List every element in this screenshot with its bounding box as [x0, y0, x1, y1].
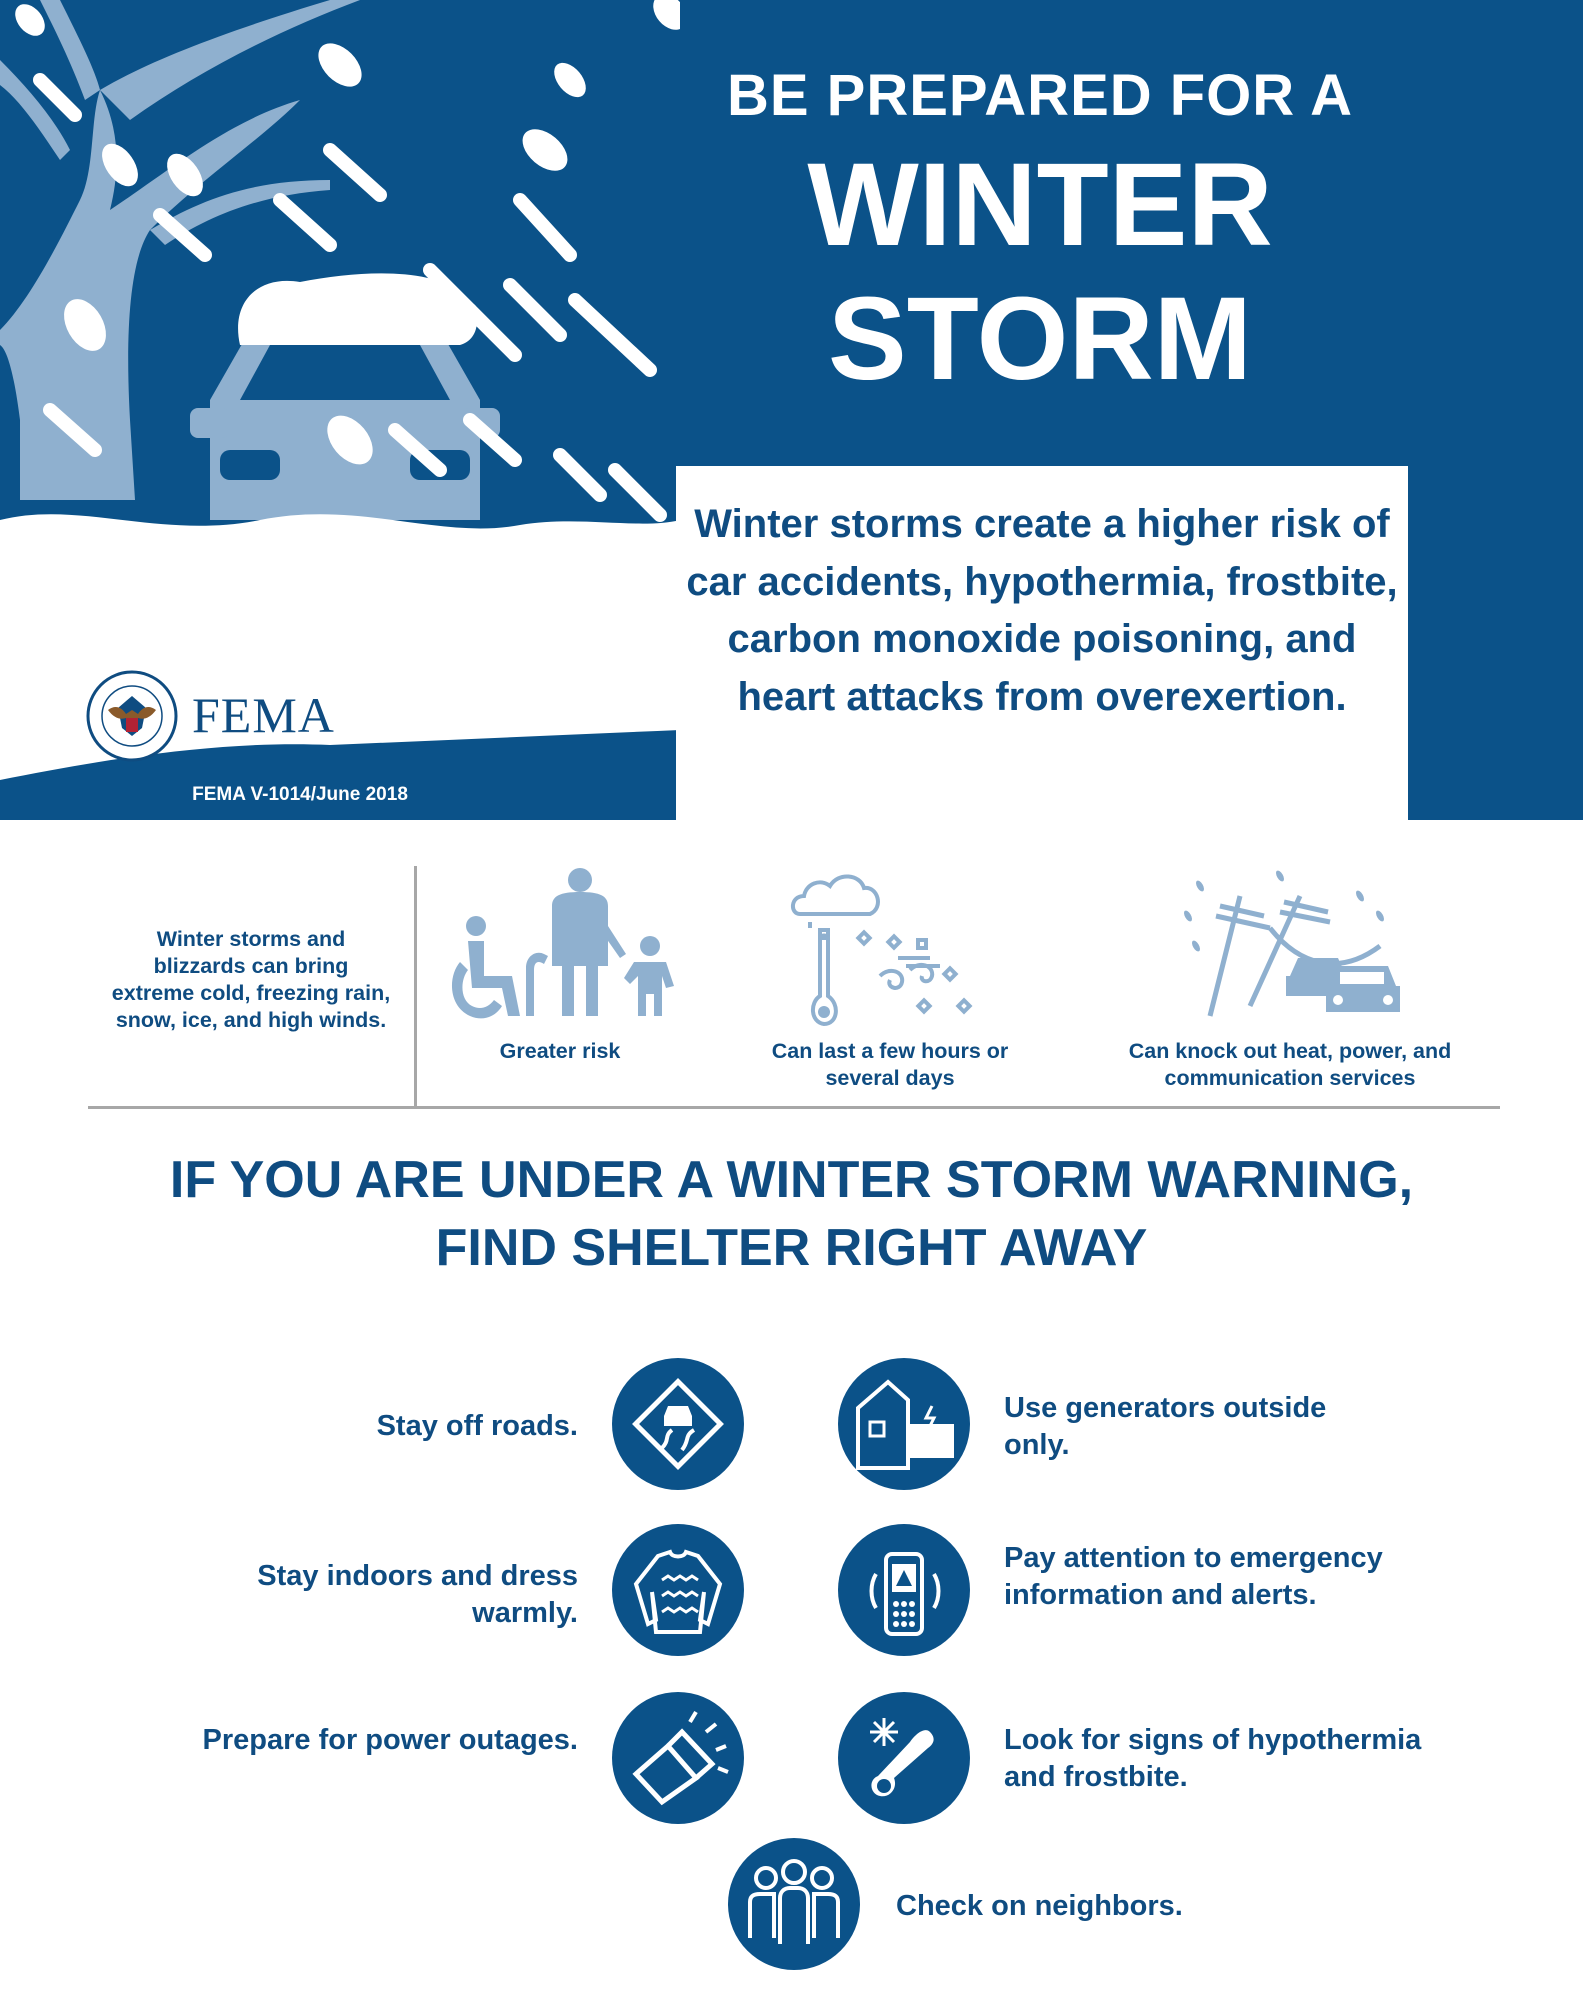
fema-wordmark: FEMA [192, 687, 335, 743]
risk-statement: Winter storms create a higher risk of car accidents, hypothermia, frostbite, carbon monoxide poisoning, and heart attacks from overexertion. [686, 502, 1398, 719]
tip-circle-alerts [838, 1524, 970, 1656]
tip-pay-attention: Pay attention to emergency information and alerts. [1004, 1542, 1383, 1611]
title-line-1: BE PREPARED FOR A [726, 63, 1354, 128]
fact-greater-risk: Greater risk [499, 1039, 621, 1063]
people-at-risk-icon [440, 866, 680, 1026]
facts-intro: Winter storms and blizzards can bring extreme cold, freezing rain, snow, ice, and high winds. [111, 927, 391, 1032]
tip-circle-sweater [612, 1524, 744, 1656]
warning-heading-line-1: IF YOU ARE UNDER A WINTER STORM WARNING, [169, 1151, 1414, 1209]
title-line-3: STORM [828, 273, 1252, 405]
tip-stay-off-roads: Stay off roads. [376, 1410, 578, 1442]
neighbors-icon [728, 1838, 860, 1970]
tip-generators-outside: Use generators outside only. [1004, 1392, 1327, 1461]
tip-circle-flashlight [612, 1692, 744, 1824]
thermometer-icon [838, 1692, 970, 1824]
title-line-2: WINTER [807, 139, 1273, 271]
tip-circle-road [612, 1358, 744, 1490]
cold-weather-icon [790, 866, 990, 1026]
fact-service-disruption: Can knock out heat, power, and communication services [1128, 1039, 1452, 1090]
flashlight-icon [612, 1692, 744, 1824]
dhs-seal-icon [86, 670, 178, 762]
publication-code: FEMA V-1014/June 2018 [192, 784, 408, 805]
tip-hypothermia-signs: Look for signs of hypothermia and frostbite. [1004, 1724, 1422, 1793]
tip-stay-indoors: Stay indoors and dress warmly. [257, 1560, 578, 1629]
tip-circle-thermometer [838, 1692, 970, 1824]
tip-check-neighbors: Check on neighbors. [896, 1890, 1183, 1922]
phone-alert-icon [838, 1524, 970, 1656]
generator-icon [838, 1358, 970, 1490]
facts-divider [414, 866, 417, 1106]
tip-prepare-outages: Prepare for power outages. [202, 1724, 578, 1756]
tip-circle-generator [838, 1358, 970, 1490]
tip-circle-neighbors [728, 1838, 860, 1970]
sweater-icon [612, 1524, 744, 1656]
power-outage-icon [1180, 866, 1410, 1026]
car-icon [190, 273, 500, 520]
slippery-road-icon [612, 1358, 744, 1490]
warning-heading-line-2: FIND SHELTER RIGHT AWAY [435, 1219, 1148, 1277]
fact-duration: Can last a few hours or several days [771, 1039, 1009, 1090]
section-divider [88, 1106, 1500, 1109]
